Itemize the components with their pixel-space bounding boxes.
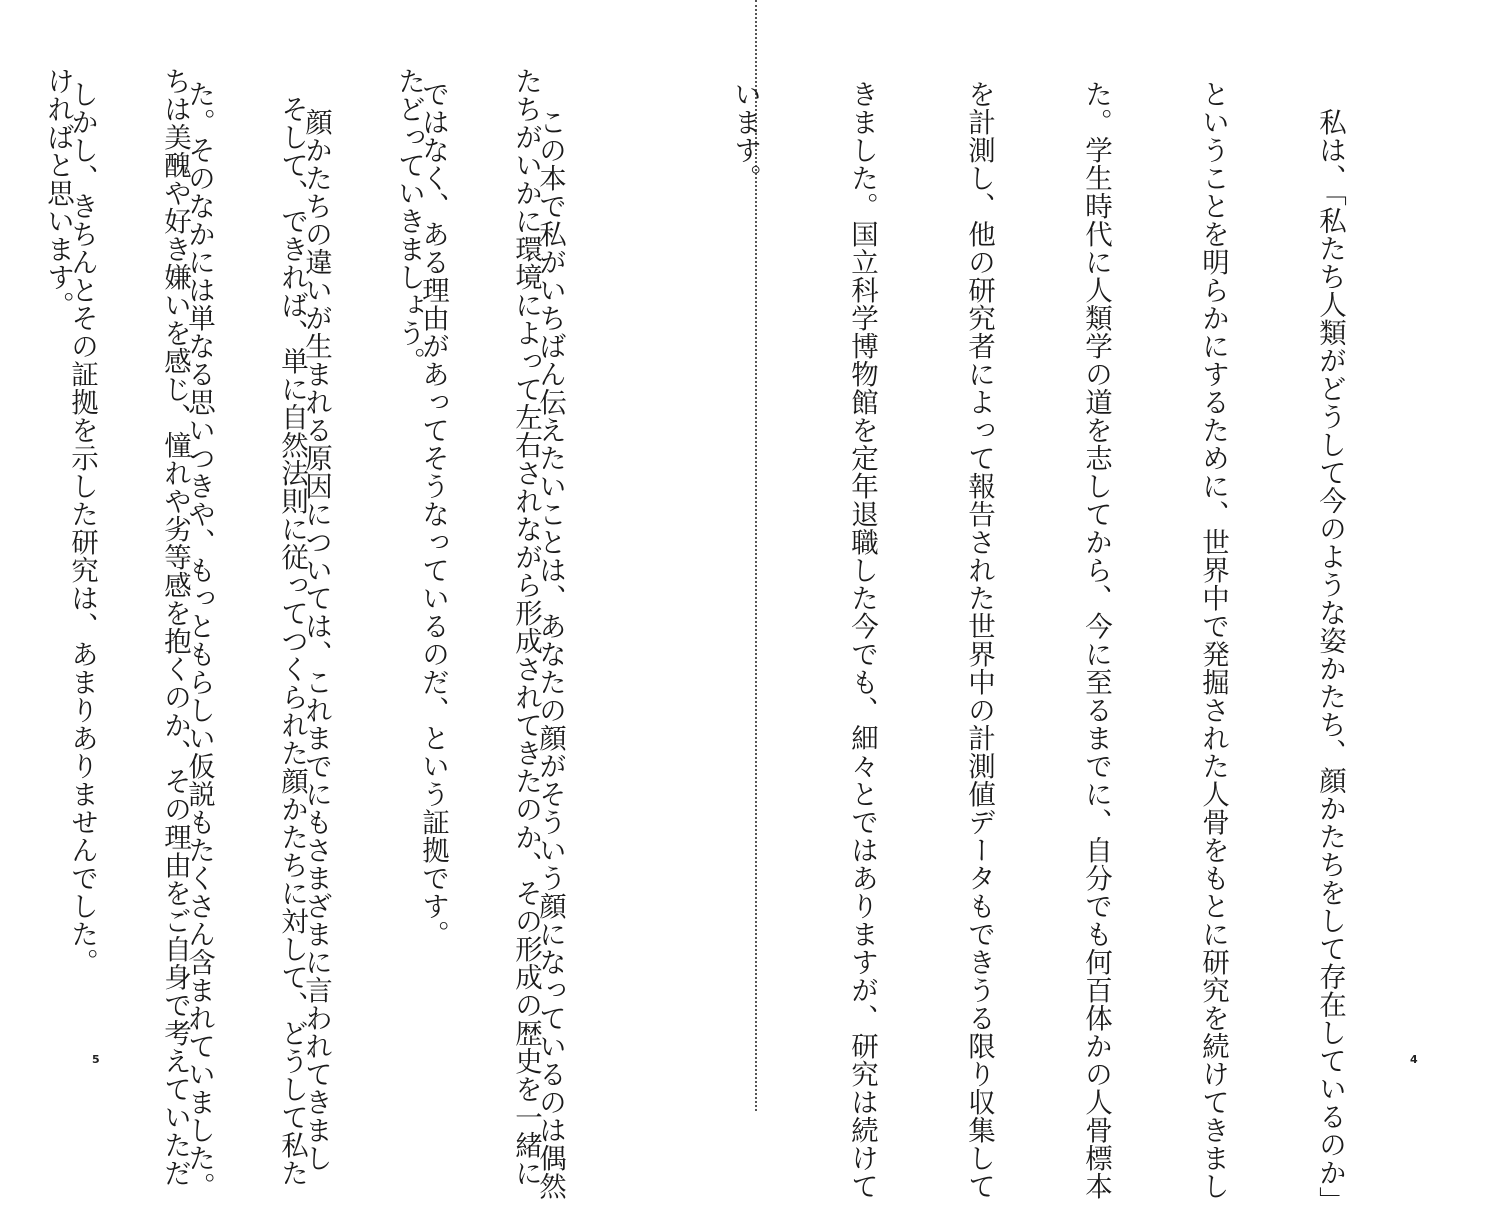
body-line: たちがいかに環境によって左右されながら形成されてきたのか、その形成の歴史を一緒に: [510, 67, 542, 1187]
body-line: ということを明らかにするために、世界中で発掘された人骨をもとに研究を続けてきまし: [1197, 80, 1229, 1200]
page-number: 4: [1410, 1053, 1418, 1066]
body-line: 顔かたちの違いが生まれる原因については、これまでにもさまざまに言われてきまし: [300, 80, 332, 1172]
body-line: しかし、きちんとその証拠を示した研究は、あまりありませんでした。: [66, 80, 98, 976]
body-line: たどっていきましょう。: [393, 67, 425, 375]
body-line: た。そのなかには単なる思いつきや、もっともらしい仮説もたくさん含まれていました。: [183, 80, 215, 1200]
body-line: ではなく、ある理由があってそうなっているのだ、という証拠です。: [417, 80, 449, 948]
body-line: この本で私がいちばん伝えたいことは、あなたの顔がそういう顔になっているのは偶然: [534, 80, 566, 1200]
body-line: ければと思います。: [42, 67, 74, 319]
page-number: 5: [92, 1053, 100, 1066]
body-line: を計測し、他の研究者によって報告された世界中の計測値データもできうる限り収集して: [963, 80, 995, 1200]
body-line: そして、できれば、単に自然法則に従ってつくられた顔かたちに対して、どうして私た: [276, 67, 308, 1187]
body-line: た。学生時代に人類学の道を志してから、今に至るまでに、自分でも何百体かの人骨標本: [1080, 80, 1112, 1200]
body-line: きました。国立科学博物館を定年退職した今でも、細々とではありますが、研究は続けて: [846, 80, 878, 1200]
right-page-body: [0, 80, 1427, 1214]
body-line: ちは美醜や好き嫌いを感じ、憧れや劣等感を抱くのか、その理由をご自身で考えていただ: [159, 67, 191, 1187]
body-line: 私は、「私たち人類がどうして今のような姿かたち、顔かたちをして存在しているのか」: [1314, 80, 1346, 1214]
body-line: います。: [729, 80, 761, 192]
